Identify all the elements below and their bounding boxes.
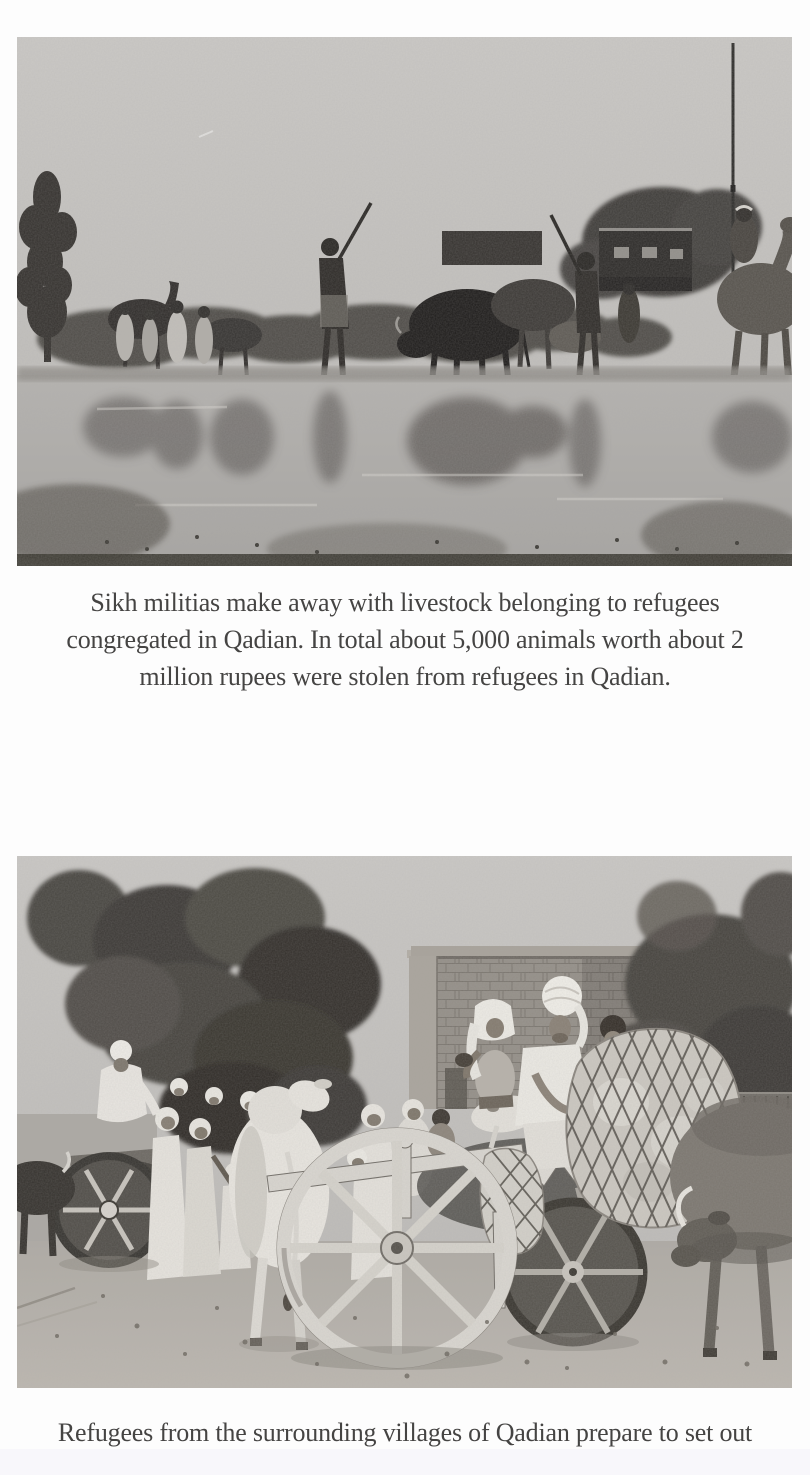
film-grain-overlay (17, 856, 792, 1388)
footer-bar (0, 1449, 810, 1475)
caption-livestock (0, 584, 810, 695)
caption-refugees (0, 1414, 810, 1451)
caption-line: million rupees were stolen from refugees in Qadian. (139, 662, 671, 691)
photo-livestock-raid (17, 37, 792, 566)
film-grain-overlay (17, 37, 792, 566)
photo-livestock-graphic (17, 37, 792, 566)
photo-carts-graphic (17, 856, 792, 1388)
caption-line: congregated in Qadian. In total about 5,000 animals worth about 2 (66, 625, 744, 654)
photo-refugee-carts (17, 856, 792, 1388)
caption-line: Refugees from the surrounding villages of Qadian prepare to set out (57, 1418, 753, 1447)
caption-line: Sikh militias make away with livestock belonging to refugees (90, 588, 720, 617)
